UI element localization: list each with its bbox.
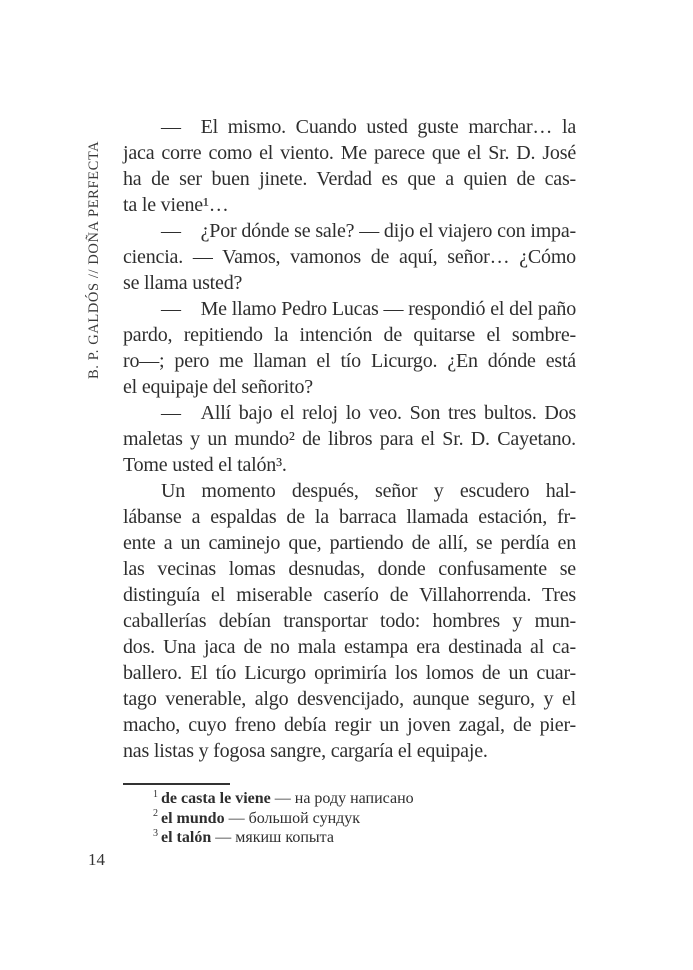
text-line: nas listas y fogosa sangre, cargaría el equipaje.	[123, 740, 488, 762]
text-line: las vecinas lomas desnudas, donde confusamente se	[123, 558, 576, 580]
text-line: — Allí bajo el reloj lo veo. Son tres bultos. Dos	[161, 402, 576, 424]
footnote	[123, 828, 576, 848]
footnote-term: de casta le viene	[161, 790, 271, 807]
text-line: se llama usted?	[123, 272, 243, 294]
text-line: ro—; pero me llaman el tío Licurgo. ¿En dónde está	[123, 350, 576, 372]
text-line: tago venerable, algo desvencijado, aunque seguro, y el	[123, 688, 576, 710]
footnote-translation: — на роду написано	[270, 790, 414, 807]
footnote-term: el talón	[161, 829, 212, 846]
text-line: ha de ser buen jinete. Verdad es que a quien de cas-	[123, 168, 576, 190]
text-line: dos. Una jaca de no mala estampa era destinada al ca-	[123, 636, 576, 658]
text-line: — El mismo. Cuando usted guste marchar… la	[161, 116, 576, 138]
footnote-marker: 3	[153, 827, 158, 839]
text-line: macho, cuyo freno debía regir un joven zagal, de pier-	[123, 714, 576, 736]
footnote-separator-rule	[123, 783, 230, 785]
body-text	[123, 114, 576, 764]
text-line: — Me llamo Pedro Lucas — respondió el del paño	[161, 298, 576, 320]
text-line: jaca corre como el viento. Me parece que el Sr. D. José	[123, 142, 576, 164]
text-line: Un momento después, señor y escudero hal-	[161, 480, 576, 502]
text-line: lábanse a espaldas de la barraca llamada estación, fr-	[123, 506, 576, 528]
paragraph	[123, 478, 576, 764]
paragraph	[123, 114, 576, 218]
footnote	[123, 809, 576, 829]
text-line: ente a un caminejo que, partiendo de allí, se perdía en	[123, 532, 576, 554]
text-line: — ¿Por dónde se sale? — dijo el viajero con impa-	[161, 220, 576, 242]
text-line: pardo, repitiendo la intención de quitarse el sombre-	[123, 324, 576, 346]
text-line: distinguía el miserable caserío de Villahorrenda. Tres	[123, 584, 576, 606]
footnote	[123, 789, 576, 809]
page-number: 14	[88, 850, 105, 869]
running-head: B. P. GALDÓS // DOÑA PERFECTA	[86, 140, 102, 379]
text-line: Tome usted el talón³.	[123, 454, 287, 476]
footnotes	[123, 789, 576, 848]
paragraph	[123, 218, 576, 296]
text-line: el equipaje del señorito?	[123, 376, 313, 398]
footnote-translation: — мякиш копыта	[211, 829, 334, 846]
text-line: ballero. El tío Licurgo oprimiría los lomos de un cuar-	[123, 662, 576, 684]
text-line: caballerías debían transportar todo: hombres y mun-	[123, 610, 576, 632]
footnote-marker: 1	[153, 788, 158, 800]
text-line: maletas y un mundo² de libros para el Sr. D. Cayetano.	[123, 428, 576, 450]
footnote-translation: — большой сундук	[224, 809, 361, 827]
text-line: ta le viene¹…	[123, 194, 229, 216]
paragraph	[123, 400, 576, 478]
paragraph	[123, 296, 576, 400]
footnote-marker: 2	[153, 808, 158, 820]
text-line: ciencia. — Vamos, vamonos de aquí, señor… ¿Cómo	[123, 246, 576, 268]
footnote-term: el mundo	[161, 809, 225, 827]
